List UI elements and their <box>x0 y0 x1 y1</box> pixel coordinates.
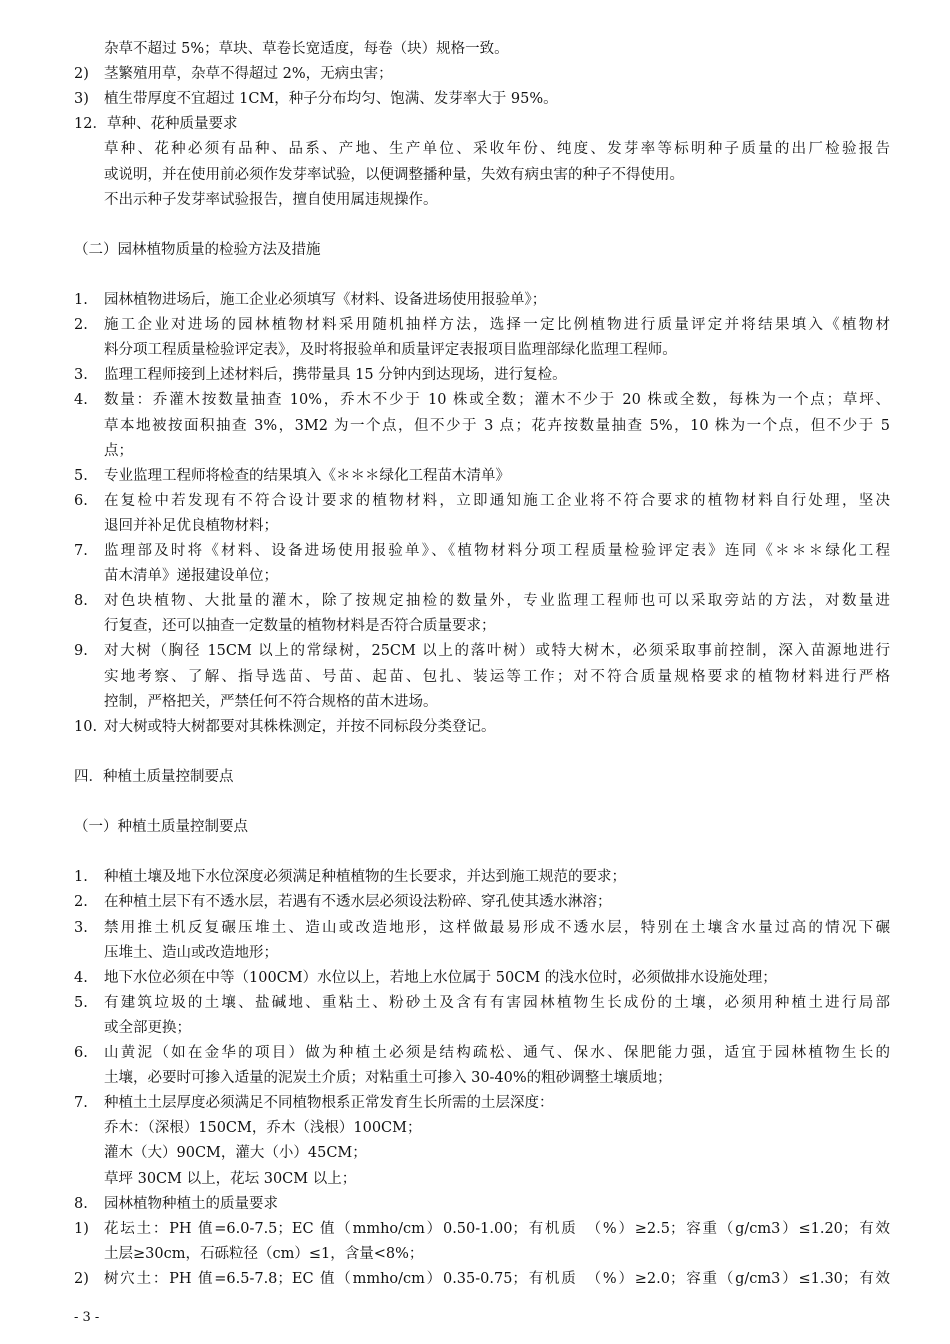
item-text: 点； <box>104 442 133 459</box>
item-number: 2. <box>74 317 88 334</box>
subsection-heading: （一）种植土质量控制要点 <box>74 819 248 836</box>
item-number: 4. <box>74 969 88 986</box>
paragraph-line: 杂草不超过 5%；草块、草卷长宽适度，每卷（块）规格一致。 <box>104 41 509 57</box>
item-number: 8. <box>74 593 88 610</box>
item-text: 草本地被按面积抽查 3%，3M2 为一个点，但不少于 3 点；花卉按数量抽查 5%，10 株为一个点，但不少于 5 <box>104 417 890 434</box>
subsection-heading: （二）园林植物质量的检验方法及措施 <box>74 241 321 258</box>
item-text: 退回并补足优良植物材料； <box>104 517 278 534</box>
item-number: 7. <box>74 543 88 559</box>
item-text: 控制，严格把关，严禁任何不符合规格的苗木进场。 <box>104 693 438 710</box>
item-text: 或全部更换； <box>104 1019 191 1036</box>
item-number: 1) <box>74 1220 89 1237</box>
item-number: 10. <box>74 718 98 735</box>
item-number: 6. <box>74 1045 88 1061</box>
item-text: 树穴土：PH 值=6.5-7.8；EC 值（mmho/cm）0.35-0.75；有机质 （%）≥2.0；容重（g/cm3）≤1.30；有效 <box>104 1270 890 1287</box>
item-number: 3) <box>74 91 89 108</box>
item-number: 2. <box>74 894 88 911</box>
item-text: 在复检中若发现有不符合设计要求的植物材料，立即通知施工企业将不符合要求的植物材料自行处理，坚决 <box>104 492 890 509</box>
item-text: 专业监理工程师将检查的结果填入《＊＊＊绿化工程苗木清单》 <box>104 467 510 484</box>
item-number: 9. <box>74 643 88 660</box>
item-text: 种植土壤及地下水位深度必须满足种植植物的生长要求，并达到施工规范的要求； <box>104 869 626 886</box>
item-text: 对色块植物、大批量的灌木，除了按规定抽检的数量外，专业监理工程师也可以采取旁站的方法，对数量进 <box>104 593 890 610</box>
item-text: 茎繁殖用草，杂草不得超过 2%，无病虫害； <box>104 66 393 83</box>
item-number: 1. <box>74 292 88 308</box>
item-text: 土壤，必要时可掺入适量的泥炭土介质；对粘重土可掺入 30-40%的粗砂调整土壤质地； <box>104 1070 672 1087</box>
item-text: 禁用推土机反复碾压堆土、造山或改造地形，这样做最易形成不透水层，特别在土壤含水量过高的情况下碾 <box>104 919 890 936</box>
item-text: 监理工程师接到上述材料后，携带量具 15 分钟内到达现场，进行复检。 <box>104 367 567 384</box>
item-number: 2) <box>74 66 89 83</box>
item-text: 园林植物进场后，施工企业必须填写《材料、设备进场使用报验单》； <box>104 292 547 308</box>
item-number: 3. <box>74 919 88 936</box>
item-number: 8. <box>74 1195 88 1212</box>
item-number: 7. <box>74 1095 88 1112</box>
item-text: 种植土土层厚度必须满足不同植物根系正常发育生长所需的土层深度： <box>104 1095 554 1112</box>
item-number: 4. <box>74 392 88 409</box>
depth-line: 草坪 30CM 以上，花坛 30CM 以上； <box>104 1170 357 1187</box>
item-text: 植生带厚度不宜超过 1CM，种子分布均匀、饱满、发芽率大于 95%。 <box>104 91 558 108</box>
item-text: 有建筑垃圾的土壤、盐碱地、重粘土、粉砂土及含有有害园林植物生长成份的土壤，必须用种植土进行局部 <box>104 994 890 1011</box>
paragraph-line: 草种、花种必须有品种、品系、产地、生产单位、采收年份、纯度、发芽率等标明种子质量的出厂检验报告 <box>104 141 890 158</box>
item-number: 1. <box>74 869 88 886</box>
item-number: 3. <box>74 367 88 384</box>
item-number: 5. <box>74 994 88 1011</box>
paragraph-line: 不出示种子发芽率试验报告，擅自使用属违规操作。 <box>104 191 438 208</box>
item-text: 料分项工程质量检验评定表》，及时将报验单和质量评定表报项目监理部绿化监理工程师。 <box>104 342 677 359</box>
item-text: 山黄泥（如在金华的项目）做为种植土必须是结构疏松、通气、保水、保肥能力强，适宜于园林植物生长的 <box>104 1045 890 1061</box>
item-text: 行复查，还可以抽查一定数量的植物材料是否符合质量要求； <box>104 618 496 635</box>
paragraph-line: 或说明，并在使用前必须作发芽率试验，以便调整播种量，失效有病虫害的种子不得使用。 <box>104 166 684 183</box>
item-number: 6. <box>74 492 88 509</box>
item-text: 施工企业对进场的园林植物材料采用随机抽样方法，选择一定比例植物进行质量评定并将结果填入《植物材 <box>104 317 890 334</box>
item-text: 花坛土：PH 值=6.0-7.5；EC 值（mmho/cm）0.50-1.00；有机质 （%）≥2.5；容重（g/cm3）≤1.20；有效 <box>104 1220 890 1237</box>
item-text: 实地考察、了解、指导选苗、号苗、起苗、包扎、装运等工作；对不符合质量规格要求的植物材料进行严格 <box>104 668 890 685</box>
item-text: 苗木清单》递报建设单位； <box>104 568 278 585</box>
item-number: 2) <box>74 1270 89 1287</box>
item-text: 对大树或特大树都要对其株株测定，并按不同标段分类登记。 <box>104 718 496 735</box>
section-heading: 12．草种、花种质量要求 <box>74 116 238 133</box>
page-number: - 3 - <box>74 1310 100 1325</box>
item-text: 地下水位必须在中等（100CM）水位以上，若地上水位属于 50CM 的浅水位时，必须做排水设施处理； <box>104 969 777 986</box>
depth-line: 乔木：（深根）150CM，乔木（浅根）100CM； <box>104 1120 422 1137</box>
item-text: 园林植物种植土的质量要求 <box>104 1195 278 1212</box>
item-number: 5. <box>74 467 88 484</box>
item-text: 监理部及时将《材料、设备进场使用报验单》、《植物材料分项工程质量检验评定表》连同《＊＊＊绿化工程 <box>104 543 890 559</box>
item-text: 在种植土层下有不透水层，若遇有不透水层必须设法粉碎、穿孔使其透水淋溶； <box>104 894 612 911</box>
item-text: 数量：乔灌木按数量抽查 10%，乔木不少于 10 株或全数；灌木不少于 20 株或全数，每株为一个点；草坪、 <box>104 392 890 409</box>
section-heading: 四．种植土质量控制要点 <box>74 768 234 785</box>
depth-line: 灌木（大）90CM，灌大（小）45CM； <box>104 1145 367 1162</box>
item-text: 对大树（胸径 15CM 以上的常绿树，25CM 以上的落叶树）或特大树木，必须采取事前控制，深入苗源地进行 <box>104 643 890 660</box>
item-text: 压堆土、造山或改造地形； <box>104 944 278 961</box>
item-text: 土层≥30cm，石砾粒径（cm）≤1，含量<8%； <box>104 1245 424 1262</box>
